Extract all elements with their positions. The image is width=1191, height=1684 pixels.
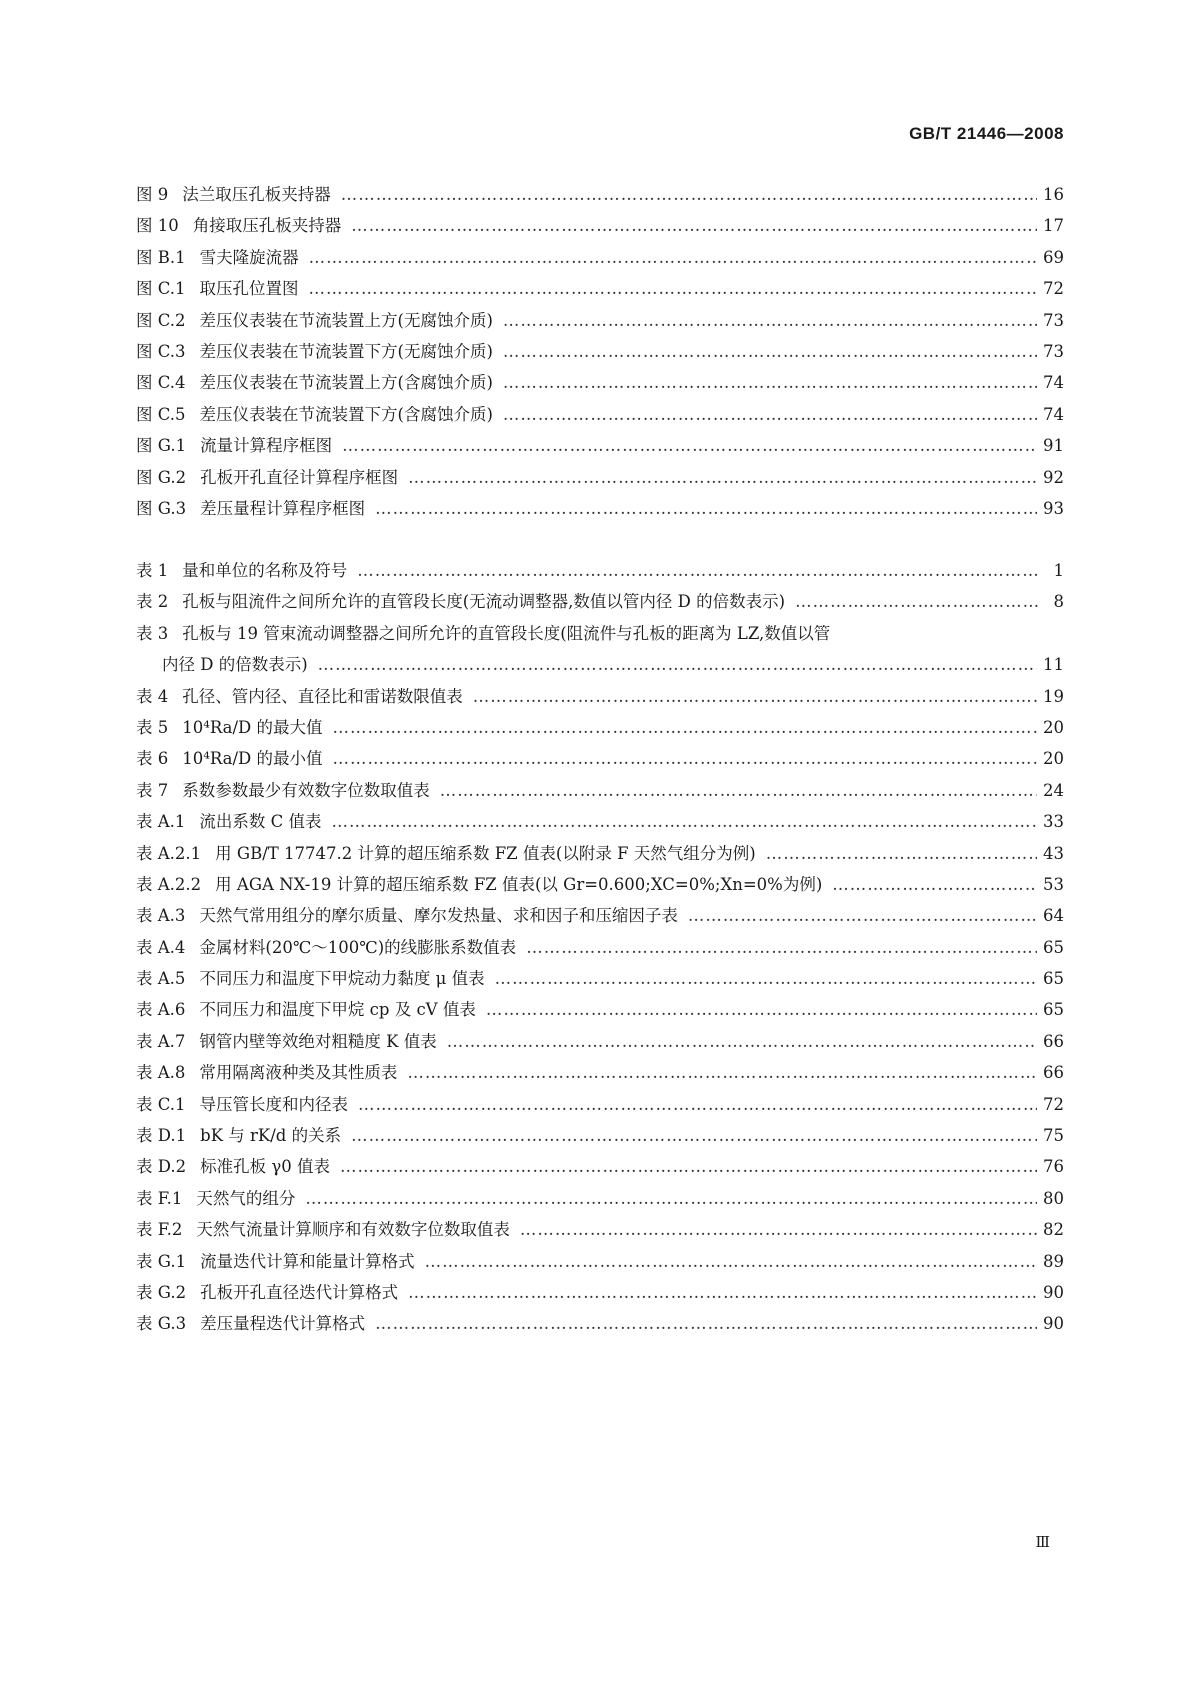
leader-dots	[447, 1032, 1037, 1051]
leader-dots	[342, 436, 1037, 455]
leader-dots	[503, 373, 1037, 392]
entry-page: 66	[1043, 1063, 1064, 1083]
entry-page: 65	[1043, 1000, 1064, 1020]
entry-label: 图 C.5	[136, 404, 186, 424]
entry-label: 表 F.2	[136, 1220, 183, 1240]
entry-title: 用 GB/T 17747.2 计算的超压缩系数 FZ 值表(以附录 F 天然气组分为例)	[215, 843, 756, 863]
toc-entry[interactable]	[136, 369, 1064, 400]
toc-entry[interactable]	[136, 338, 1064, 369]
page-number: Ⅲ	[1035, 1533, 1050, 1551]
leader-dots	[309, 248, 1037, 267]
toc-entry[interactable]	[136, 464, 1064, 495]
entry-label: 表 A.7	[136, 1031, 186, 1051]
entry-label: 表 C.1	[136, 1094, 186, 1114]
entry-page: 11	[1043, 655, 1064, 675]
entry-page: 20	[1043, 749, 1064, 769]
entry-title: 天然气流量计算顺序和有效数字位数取值表	[196, 1220, 510, 1240]
entry-title: 不同压力和温度下甲烷动力黏度 μ 值表	[199, 969, 485, 989]
entry-page: 91	[1043, 436, 1064, 456]
entry-label: 图 G.2	[136, 467, 187, 487]
entry-label: 表 7	[136, 780, 169, 800]
toc-entry[interactable]	[136, 683, 1064, 714]
entry-title: 10⁴Ra/D 的最小值	[182, 749, 323, 769]
toc-entry[interactable]	[136, 588, 1064, 619]
toc-entry[interactable]	[136, 1248, 1064, 1279]
entry-title: 导压管长度和内径表	[199, 1094, 349, 1114]
entry-label: 表 A.1	[136, 812, 186, 832]
entry-title: 常用隔离液种类及其性质表	[199, 1063, 398, 1083]
entry-title: 天然气的组分	[196, 1188, 296, 1208]
leader-dots	[333, 749, 1037, 768]
entry-label: 表 3	[136, 623, 169, 643]
entry-label: 图 10	[136, 216, 179, 236]
leader-dots	[408, 1283, 1037, 1302]
entry-title: 流量计算程序框图	[200, 436, 333, 456]
toc-entry[interactable]	[136, 808, 1064, 839]
entry-title: 孔板与 19 管束流动调整器之间所允许的直管段长度(阻流件与孔板的距离为 LZ,数值以管	[182, 623, 831, 643]
entry-label: 表 A.8	[136, 1063, 186, 1083]
entry-page: 82	[1043, 1220, 1064, 1240]
leader-dots	[340, 1157, 1037, 1176]
entry-title: 不同压力和温度下甲烷 cp 及 cV 值表	[199, 1000, 476, 1020]
leader-dots	[503, 311, 1037, 330]
entry-title: 取压孔位置图	[199, 279, 299, 299]
entry-title: 钢管内壁等效绝对粗糙度 K 值表	[199, 1031, 437, 1051]
entry-page: 80	[1043, 1188, 1064, 1208]
entry-title-continuation: 内径 D 的倍数表示)	[162, 655, 308, 675]
entry-label: 表 A.4	[136, 937, 186, 957]
toc-entry[interactable]	[136, 1216, 1064, 1247]
entry-page: 17	[1043, 216, 1064, 236]
leader-dots	[333, 718, 1037, 737]
entry-title: 孔径、管内径、直径比和雷诺数限值表	[182, 686, 463, 706]
entry-title: 孔板开孔直径计算程序框图	[200, 467, 399, 487]
toc-entry[interactable]	[136, 965, 1064, 996]
entry-page: 73	[1043, 341, 1064, 361]
entry-title: 差压仪表装在节流装置下方(无腐蚀介质)	[199, 341, 493, 361]
entry-page: 90	[1043, 1314, 1064, 1334]
leader-dots	[407, 1063, 1037, 1082]
entry-page: 8	[1053, 592, 1064, 612]
leader-dots	[766, 844, 1037, 863]
list-of-figures	[136, 181, 1064, 526]
entry-title: 孔板与阻流件之间所允许的直管段长度(无流动调整器,数值以管内径 D 的倍数表示)	[182, 592, 786, 612]
entry-page: 75	[1043, 1126, 1064, 1146]
entry-page: 19	[1043, 686, 1064, 706]
entry-label: 图 G.3	[136, 498, 187, 518]
toc-entry[interactable]	[136, 1153, 1064, 1184]
toc-entry[interactable]	[136, 557, 1064, 588]
entry-label: 表 A.6	[136, 1000, 186, 1020]
leader-dots	[503, 405, 1037, 424]
entry-label: 表 1	[136, 561, 169, 580]
entry-page: 1	[1053, 561, 1064, 580]
entry-page: 16	[1043, 185, 1064, 204]
entry-label: 图 G.1	[136, 436, 187, 456]
entry-title: 差压量程计算程序框图	[200, 498, 366, 518]
entry-label: 表 G.3	[136, 1314, 187, 1334]
entry-page: 20	[1043, 717, 1064, 737]
leader-dots	[832, 875, 1037, 894]
entry-label: 表 A.3	[136, 906, 186, 926]
leader-dots	[486, 1000, 1037, 1019]
entry-title: 系数参数最少有效数字位数取值表	[182, 780, 430, 800]
entry-page: 65	[1043, 937, 1064, 957]
entry-title: 雪夫隆旋流器	[199, 247, 299, 267]
entry-label: 表 D.1	[136, 1126, 187, 1146]
entry-label: 表 A.2.2	[136, 874, 202, 894]
entry-label: 表 F.1	[136, 1188, 183, 1208]
entry-label: 图 C.3	[136, 341, 186, 361]
leader-dots	[351, 216, 1037, 235]
leader-dots	[357, 561, 1040, 580]
entry-title: 标准孔板 γ0 值表	[200, 1157, 330, 1177]
entry-page: 92	[1043, 467, 1064, 487]
leader-dots	[375, 1314, 1037, 1333]
toc-entry[interactable]	[136, 777, 1064, 808]
toc-entry[interactable]	[136, 181, 1064, 212]
toc-entry[interactable]	[136, 871, 1064, 902]
toc-entry[interactable]	[136, 432, 1064, 463]
toc-entry[interactable]	[136, 996, 1064, 1027]
entry-title: 差压仪表装在节流装置上方(含腐蚀介质)	[199, 373, 493, 393]
entry-label: 表 2	[136, 592, 169, 612]
entry-page: 72	[1043, 279, 1064, 299]
leader-dots	[473, 687, 1037, 706]
leader-dots	[305, 1189, 1037, 1208]
entry-page: 90	[1043, 1282, 1064, 1302]
leader-dots	[503, 342, 1037, 361]
entry-title: 10⁴Ra/D 的最大值	[182, 717, 323, 737]
entry-label: 表 A.5	[136, 969, 186, 989]
toc-entry[interactable]	[136, 1091, 1064, 1122]
entry-title: 差压量程迭代计算格式	[200, 1314, 366, 1334]
entry-page: 89	[1043, 1251, 1064, 1271]
entry-page: 74	[1043, 373, 1064, 393]
toc-entry[interactable]	[136, 1059, 1064, 1090]
leader-dots	[358, 1095, 1037, 1114]
entry-page: 76	[1043, 1157, 1064, 1177]
entry-page: 64	[1043, 906, 1064, 926]
leader-dots	[332, 812, 1037, 831]
toc-entry[interactable]	[136, 1279, 1064, 1310]
toc-entry[interactable]	[136, 745, 1064, 776]
entry-page: 74	[1043, 404, 1064, 424]
entry-title: 法兰取压孔板夹持器	[182, 185, 331, 204]
entry-label: 图 C.1	[136, 279, 186, 299]
toc-entry[interactable]	[136, 840, 1064, 871]
toc-entry[interactable]	[136, 495, 1064, 526]
leader-dots	[341, 185, 1037, 204]
entry-label: 图 9	[136, 185, 169, 204]
toc-entry[interactable]	[136, 1028, 1064, 1059]
entry-page: 43	[1043, 843, 1064, 863]
entry-page: 72	[1043, 1094, 1064, 1114]
entry-title: 差压仪表装在节流装置下方(含腐蚀介质)	[199, 404, 493, 424]
entry-label: 表 A.2.1	[136, 843, 202, 863]
entry-label: 图 C.2	[136, 310, 186, 330]
entry-page: 73	[1043, 310, 1064, 330]
entry-title: 量和单位的名称及符号	[182, 561, 348, 580]
toc-entry[interactable]	[136, 244, 1064, 275]
entry-title: bK 与 rK/d 的关系	[200, 1126, 342, 1146]
entry-title: 金属材料(20℃～100℃)的线膨胀系数值表	[199, 937, 517, 957]
entry-page: 69	[1043, 247, 1064, 267]
entry-label: 表 D.2	[136, 1157, 187, 1177]
leader-dots	[520, 1220, 1037, 1239]
leader-dots	[309, 279, 1037, 298]
toc-entry[interactable]	[136, 1310, 1064, 1341]
toc-entry[interactable]	[136, 275, 1064, 306]
toc-entry[interactable]	[136, 934, 1064, 965]
leader-dots	[795, 592, 1040, 611]
leader-dots	[688, 906, 1037, 925]
standard-code: GB/T 21446—2008	[909, 124, 1064, 143]
toc-entry[interactable]	[136, 1185, 1064, 1216]
entry-page: 65	[1043, 969, 1064, 989]
entry-title: 用 AGA NX-19 计算的超压缩系数 FZ 值表(以 Gr=0.600;XC=0%;Xn=0%为例)	[215, 874, 823, 894]
entry-title: 流量迭代计算和能量计算格式	[200, 1251, 415, 1271]
toc-entry[interactable]	[136, 902, 1064, 933]
entry-label: 图 C.4	[136, 373, 186, 393]
toc-entry[interactable]	[136, 714, 1064, 745]
entry-title: 天然气常用组分的摩尔质量、摩尔发热量、求和因子和压缩因子表	[199, 906, 678, 926]
leader-dots	[440, 781, 1037, 800]
entry-label: 表 G.1	[136, 1251, 187, 1271]
leader-dots	[375, 499, 1037, 518]
toc-entry[interactable]	[136, 620, 1064, 651]
entry-title: 孔板开孔直径迭代计算格式	[200, 1282, 399, 1302]
entry-label: 图 B.1	[136, 247, 186, 267]
entry-label: 表 G.2	[136, 1282, 187, 1302]
entry-title: 角接取压孔板夹持器	[192, 216, 342, 236]
entry-title: 流出系数 C 值表	[199, 812, 322, 832]
toc-entry-continuation[interactable]	[136, 651, 1064, 682]
list-of-tables	[136, 557, 1064, 1342]
toc-entry[interactable]	[136, 212, 1064, 243]
entry-title: 差压仪表装在节流装置上方(无腐蚀介质)	[199, 310, 493, 330]
entry-page: 66	[1043, 1031, 1064, 1051]
leader-dots	[425, 1252, 1037, 1271]
entry-label: 表 5	[136, 717, 169, 737]
entry-page: 93	[1043, 498, 1064, 518]
leader-dots	[495, 969, 1037, 988]
entry-label: 表 6	[136, 749, 169, 769]
leader-dots	[318, 655, 1037, 674]
toc-entry[interactable]	[136, 307, 1064, 338]
entry-page: 53	[1043, 874, 1064, 894]
entry-page: 24	[1043, 780, 1064, 800]
toc-entry[interactable]	[136, 401, 1064, 432]
toc-entry[interactable]	[136, 1122, 1064, 1153]
leader-dots	[526, 938, 1037, 957]
leader-dots	[408, 468, 1037, 487]
leader-dots	[351, 1126, 1037, 1145]
entry-page: 33	[1043, 812, 1064, 832]
entry-label: 表 4	[136, 686, 169, 706]
